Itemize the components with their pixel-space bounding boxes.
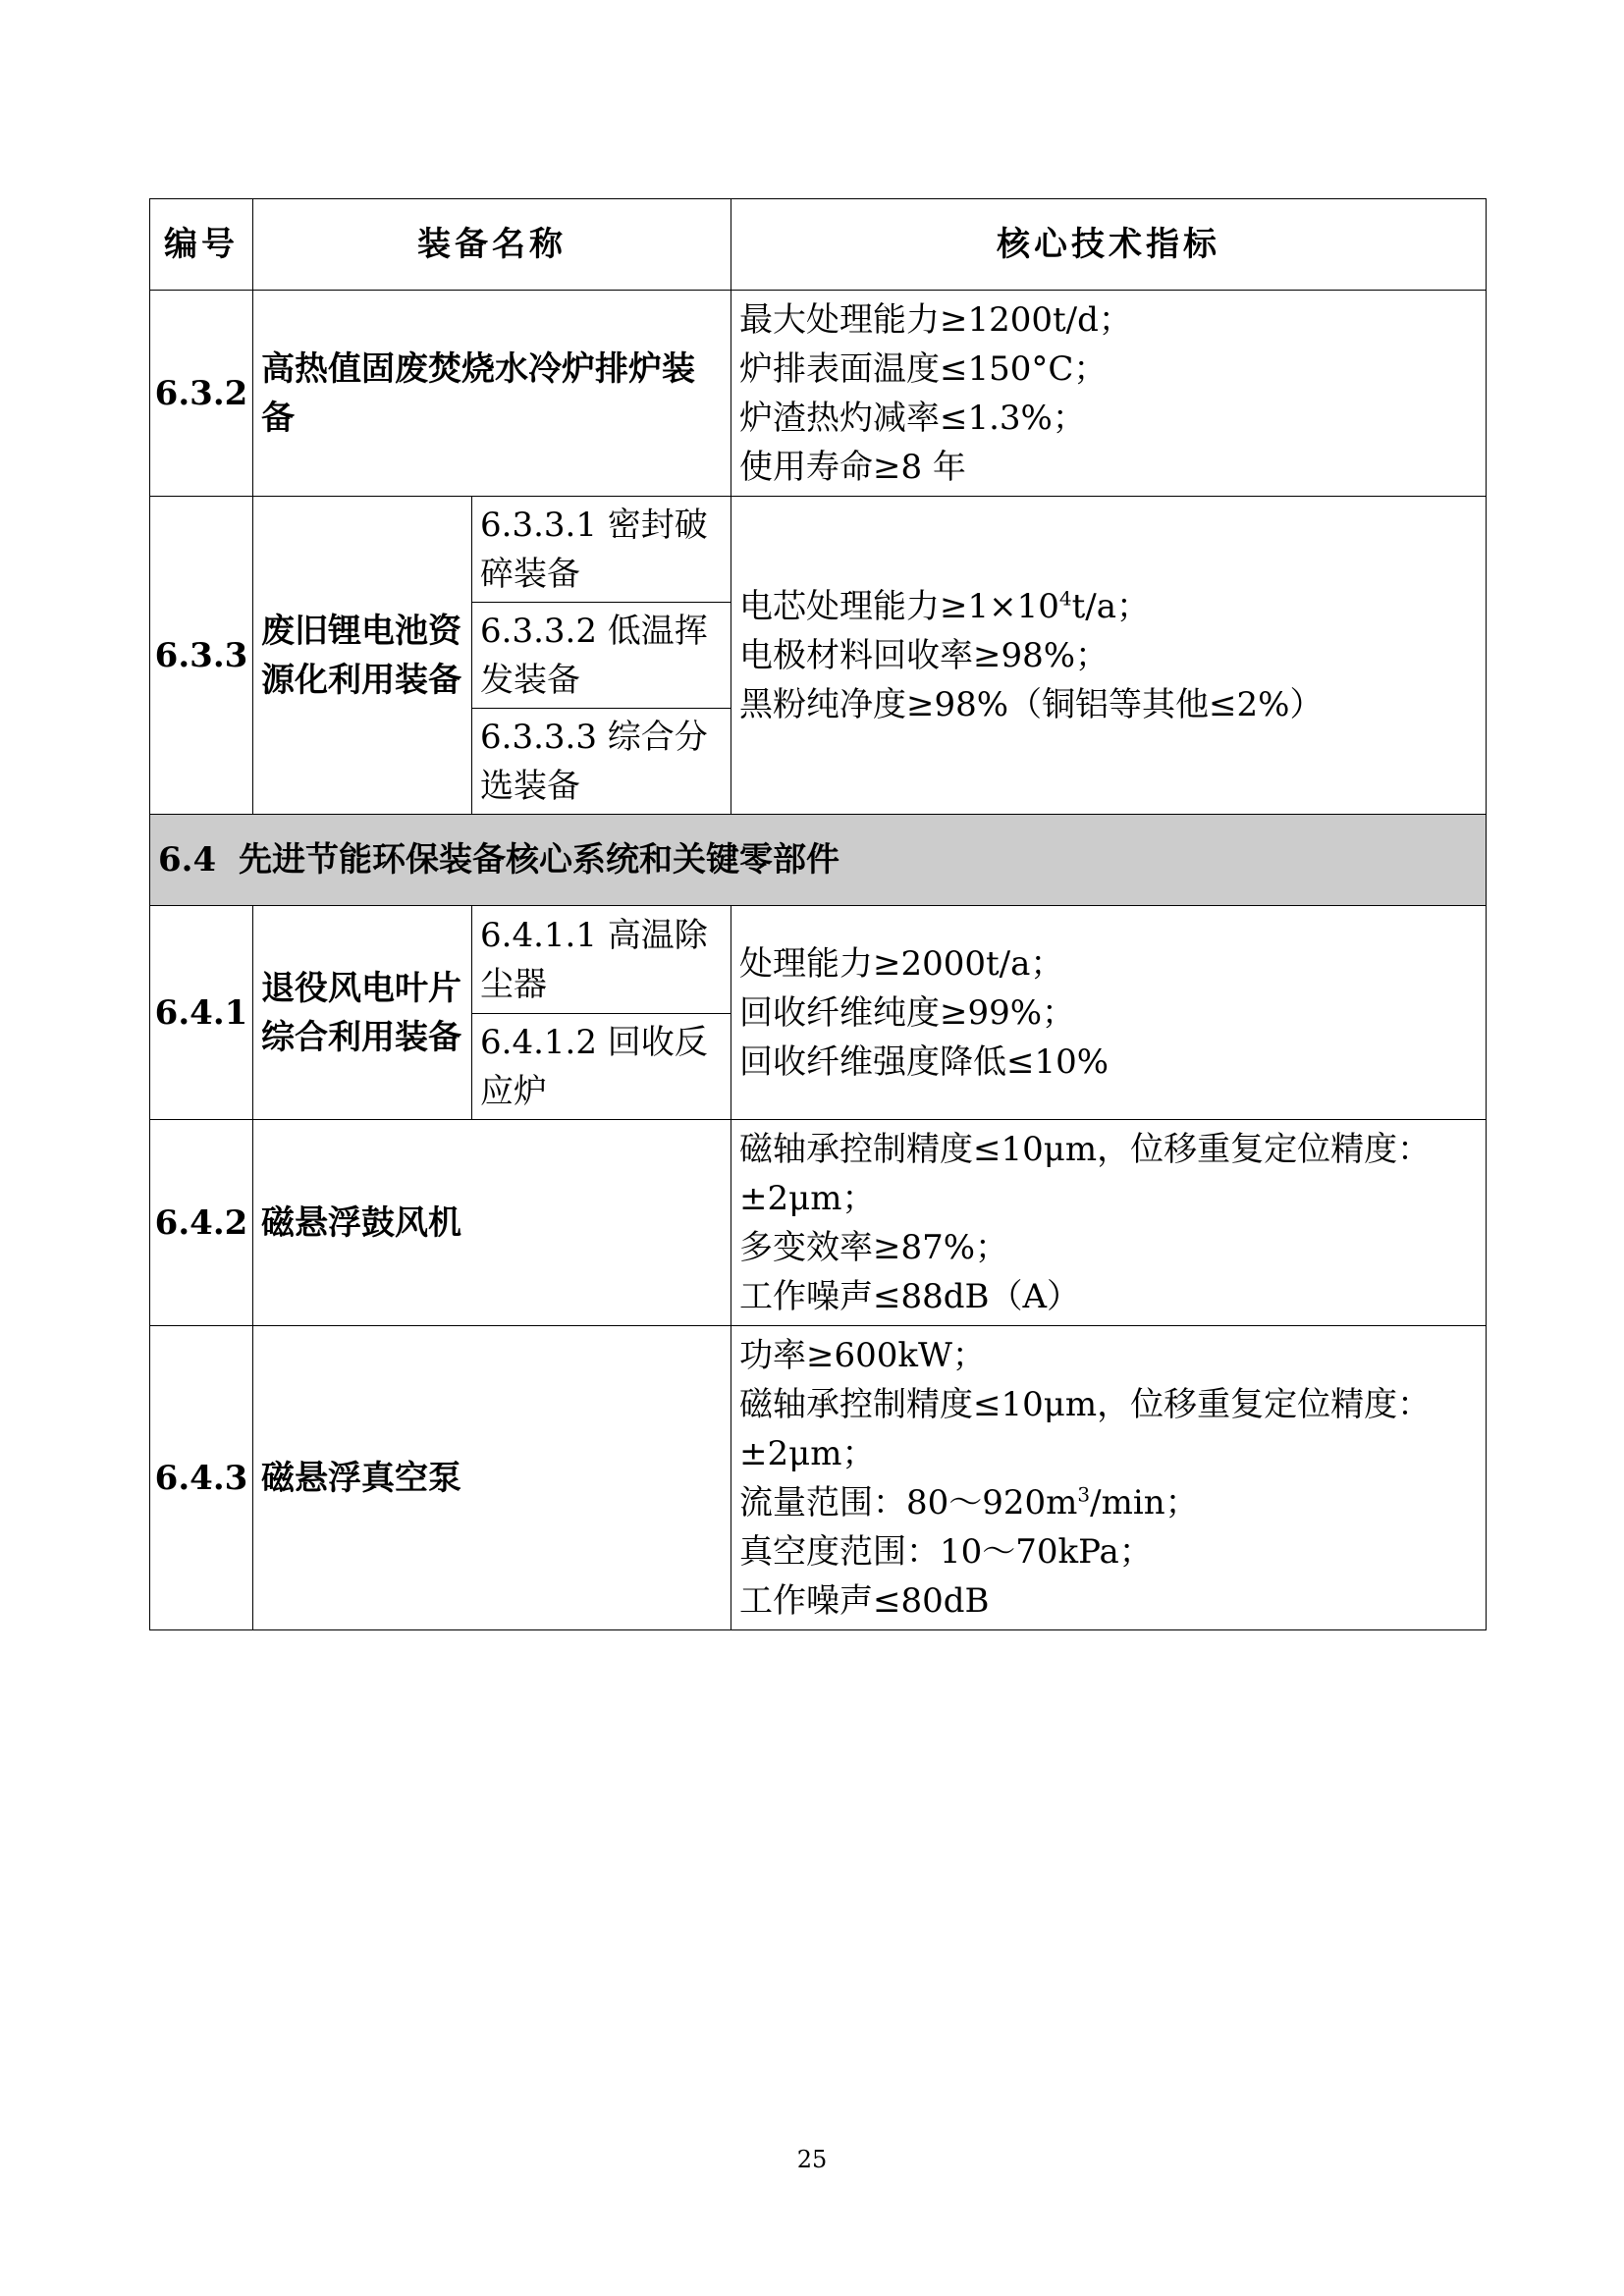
spec-line: 最大处理能力≥1200t/d；	[739, 299, 1132, 340]
spec-line: 回收纤维强度降低≤10%	[739, 1041, 1110, 1082]
section-num: 6.4	[158, 840, 217, 880]
table-row	[150, 497, 1487, 603]
spec-line: 多变效率≥87%；	[739, 1227, 1009, 1267]
sub-item: 6.3.3.3 综合分选装备	[472, 709, 731, 815]
sub-item: 6.3.3.1 密封破碎装备	[472, 497, 731, 603]
spec-line: 磁轴承控制精度≤10μm，位移重复定位精度：±2μm；	[739, 1129, 1432, 1218]
spec-superscript: 3	[1077, 1482, 1091, 1507]
header-spec: 核心技术指标	[731, 199, 1487, 291]
row-num: 6.3.2	[150, 291, 253, 497]
spec-line	[739, 1478, 1478, 1527]
row-num: 6.4.2	[150, 1120, 253, 1326]
spec-line	[739, 582, 1478, 631]
spec-line: 电极材料回收率≥98%；	[739, 635, 1110, 675]
table-row	[150, 1120, 1487, 1326]
header-num: 编号	[150, 199, 253, 291]
page-number: 25	[796, 2146, 828, 2173]
spec-text: /min；	[1090, 1482, 1199, 1522]
spec-text: 电芯处理能力≥1×10	[739, 586, 1059, 626]
spec-line: 黑粉纯净度≥98%（铜铝等其他≤2%）	[739, 684, 1324, 724]
section-title: 先进节能环保装备核心系统和关键零部件	[239, 840, 839, 880]
spec-line: 真空度范围：10～70kPa；	[739, 1531, 1153, 1572]
row-name: 高热值固废焚烧水冷炉排炉装备	[253, 291, 731, 497]
row-name: 磁悬浮鼓风机	[253, 1120, 731, 1326]
table-row	[150, 1326, 1487, 1630]
sub-item: 6.4.1.1 高温除尘器	[472, 906, 731, 1014]
spec-line: 炉渣热灼减率≤1.3%；	[739, 398, 1086, 438]
header-name: 装备名称	[253, 199, 731, 291]
row-name: 磁悬浮真空泵	[253, 1326, 731, 1630]
spec-line: 使用寿命≥8 年	[739, 447, 966, 487]
spec-line: 处理能力≥2000t/a；	[739, 943, 1064, 984]
section-row	[150, 815, 1487, 906]
spec-line: 工作噪声≤88dB（A）	[739, 1276, 1081, 1316]
table-row	[150, 291, 1487, 497]
spec-line: 炉排表面温度≤150°C；	[739, 348, 1108, 389]
sub-item: 6.4.1.2 回收反应炉	[472, 1014, 731, 1120]
spec-line: 磁轴承控制精度≤10μm，位移重复定位精度：±2μm；	[739, 1384, 1432, 1473]
sub-item: 6.3.3.2 低温挥发装备	[472, 603, 731, 709]
row-specs	[731, 291, 1487, 497]
spec-line: 回收纤维纯度≥99%；	[739, 992, 1076, 1033]
spec-line: 工作噪声≤80dB	[739, 1580, 990, 1621]
spec-text: t/a；	[1071, 586, 1150, 626]
row-name: 退役风电叶片综合利用装备	[253, 906, 472, 1120]
spec-superscript: 4	[1058, 586, 1072, 611]
row-num: 6.4.3	[150, 1326, 253, 1630]
table-header-row	[150, 199, 1487, 291]
row-specs	[731, 1326, 1487, 1630]
section-heading	[150, 815, 1487, 906]
row-name: 废旧锂电池资源化利用装备	[253, 497, 472, 815]
spec-line: 功率≥600kW；	[739, 1335, 986, 1375]
row-specs	[731, 1120, 1487, 1326]
row-num: 6.3.3	[150, 497, 253, 815]
row-specs	[731, 906, 1487, 1120]
equipment-spec-table	[149, 198, 1487, 1630]
row-num: 6.4.1	[150, 906, 253, 1120]
spec-text: 流量范围：80～920m	[739, 1482, 1078, 1522]
table-row	[150, 906, 1487, 1014]
row-specs	[731, 497, 1487, 815]
